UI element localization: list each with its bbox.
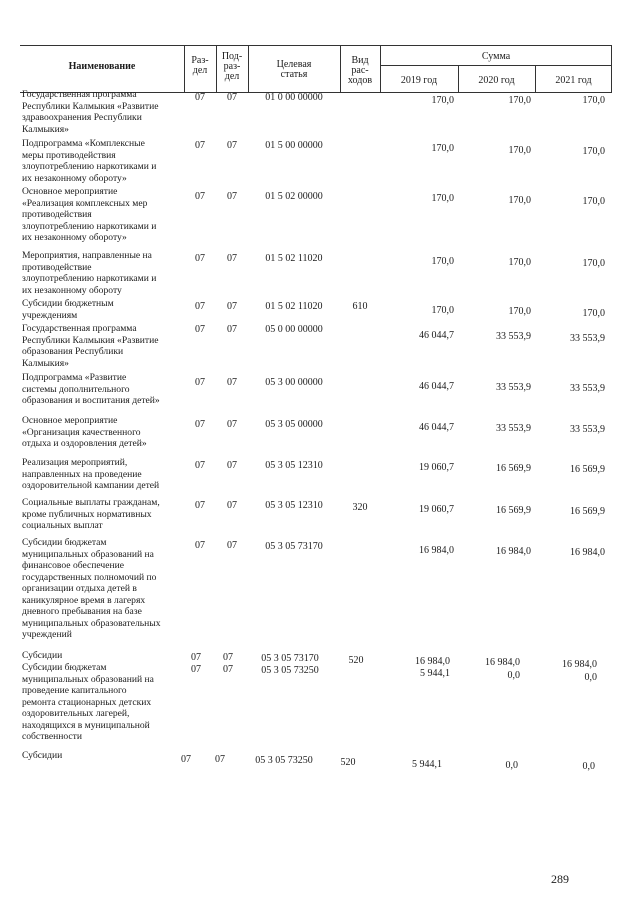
row-12-target: 05 3 05 73250	[261, 665, 319, 676]
row-9-2019: 19 060,7	[419, 504, 454, 515]
row-0-2019: 170,0	[431, 95, 454, 106]
row-5-target: 05 0 00 00000	[265, 324, 323, 335]
row-9-expense-type: 320	[352, 502, 368, 513]
row-13-subsection: 07	[215, 754, 225, 765]
row-9-section: 07	[195, 500, 205, 511]
row-8-2019: 19 060,7	[419, 462, 454, 473]
row-11-target: 05 3 05 73170	[261, 653, 319, 664]
row-7-2020: 33 553,9	[496, 423, 531, 434]
row-3-section: 07	[195, 253, 205, 264]
row-1-target: 01 5 00 00000	[265, 140, 323, 151]
row-10-subsection: 07	[227, 540, 237, 551]
row-5-2019: 46 044,7	[419, 330, 454, 341]
row-1-2019: 170,0	[431, 143, 454, 154]
row-1-section: 07	[195, 140, 205, 151]
row-5-2021: 33 553,9	[570, 333, 605, 344]
row-8-subsection: 07	[227, 460, 237, 471]
row-0-2021: 170,0	[582, 95, 605, 106]
row-6-section: 07	[195, 377, 205, 388]
row-0-section: 07	[195, 92, 205, 103]
header-subsection: Под- раз- дел	[221, 51, 243, 82]
row-5-2020: 33 553,9	[496, 331, 531, 342]
header-name: Наименование	[68, 61, 136, 72]
row-2-target: 01 5 02 00000	[265, 191, 323, 202]
row-13-2020: 0,0	[505, 760, 518, 771]
row-11-2020: 16 984,0	[485, 657, 520, 668]
row-4-expense-type: 610	[352, 301, 368, 312]
row-13-2019: 5 944,1	[412, 759, 442, 770]
row-7-2019: 46 044,7	[419, 422, 454, 433]
row-1-subsection: 07	[227, 140, 237, 151]
header-sum: Сумма	[481, 51, 511, 62]
row-0-2020: 170,0	[508, 95, 531, 106]
row-9-2020: 16 569,9	[496, 505, 531, 516]
row-3-target: 01 5 02 11020	[265, 253, 323, 264]
row-10-section: 07	[195, 540, 205, 551]
row-12-2020: 0,0	[507, 670, 520, 681]
row-6-2020: 33 553,9	[496, 382, 531, 393]
header-2021: 2021 год	[555, 75, 592, 86]
row-5-name: Государственная программа Республики Калмыкия «Развитие образования Республики Калмыкия»	[22, 323, 159, 369]
row-10-2019: 16 984,0	[419, 545, 454, 556]
row-4-2021: 170,0	[582, 308, 605, 319]
row-0-subsection: 07	[227, 92, 237, 103]
row-7-target: 05 3 05 00000	[265, 419, 323, 430]
row-11-expense-type: 520	[348, 655, 364, 666]
row-3-2019: 170,0	[431, 256, 454, 267]
row-10-2020: 16 984,0	[496, 546, 531, 557]
row-10-2021: 16 984,0	[570, 547, 605, 558]
row-9-target: 05 3 05 12310	[265, 500, 323, 511]
row-10-target: 05 3 05 73170	[265, 541, 323, 552]
header-target: Целевая статья	[276, 59, 312, 80]
header-expense-type: Вид рас- ходов	[347, 55, 373, 86]
row-7-name: Основное мероприятие «Организация качественного отдыха и оздоровления детей»	[22, 415, 147, 449]
row-13-section: 07	[181, 754, 191, 765]
row-4-target: 01 5 02 11020	[265, 301, 323, 312]
sum-divider	[380, 65, 612, 66]
row-7-section: 07	[195, 419, 205, 430]
row-3-subsection: 07	[227, 253, 237, 264]
row-0-target: 01 0 00 00000	[265, 92, 323, 103]
row-3-2021: 170,0	[582, 258, 605, 269]
row-12-name: Субсидии бюджетам муниципальных образований на проведение капитального ремонта стационарных детских оздоровительных лагерей, находящихся в муниципальной собственности	[22, 662, 154, 742]
row-9-name: Социальные выплаты гражданам, кроме публичных нормативных социальных выплат	[22, 497, 160, 531]
row-12-section: 07	[191, 664, 201, 675]
row-3-2020: 170,0	[508, 257, 531, 268]
row-4-2020: 170,0	[508, 306, 531, 317]
page-number: 289	[551, 872, 569, 886]
header-2020: 2020 год	[478, 75, 515, 86]
row-13-name: Субсидии	[22, 750, 63, 761]
row-8-section: 07	[195, 460, 205, 471]
row-5-section: 07	[195, 324, 205, 335]
row-11-2019: 16 984,0	[415, 656, 450, 667]
row-12-2019: 5 944,1	[420, 668, 450, 679]
row-2-2021: 170,0	[582, 196, 605, 207]
row-8-name: Реализация мероприятий, направленных на проведение оздоровительной кампании детей	[22, 457, 160, 491]
row-11-section: 07	[191, 652, 201, 663]
row-4-subsection: 07	[227, 301, 237, 312]
row-8-target: 05 3 05 12310	[265, 460, 323, 471]
row-8-2020: 16 569,9	[496, 463, 531, 474]
row-6-name: Подпрограмма «Развитие системы дополнительного образования и воспитания детей»	[22, 372, 160, 406]
header-section: Раз- дел	[191, 55, 209, 76]
row-4-section: 07	[195, 301, 205, 312]
row-9-subsection: 07	[227, 500, 237, 511]
row-3-name: Мероприятия, направленные на противодействие злоупотреблению наркотиками и их незаконному обороту	[22, 250, 157, 296]
row-2-2019: 170,0	[431, 193, 454, 204]
row-8-2021: 16 569,9	[570, 464, 605, 475]
row-6-subsection: 07	[227, 377, 237, 388]
row-2-2020: 170,0	[508, 195, 531, 206]
row-10-name: Субсидии бюджетам муниципальных образований на финансовое обеспечение государственных полномочий по организации отдыха детей в каникулярное время в лагерях дневного пребывания на базе муниципальных образовательных учреждений	[22, 537, 161, 640]
row-11-2021: 16 984,0	[562, 659, 597, 670]
row-6-2021: 33 553,9	[570, 383, 605, 394]
row-9-2021: 16 569,9	[570, 506, 605, 517]
row-13-target: 05 3 05 73250	[255, 755, 313, 766]
row-1-2020: 170,0	[508, 145, 531, 156]
row-7-subsection: 07	[227, 419, 237, 430]
row-5-subsection: 07	[227, 324, 237, 335]
row-2-name: Основное мероприятие «Реализация комплексных мер противодействия злоупотреблению наркотиками и их незаконному обороту»	[22, 186, 157, 243]
row-0-name: Государственная программа Республики Калмыкия «Развитие здравоохранения Республики Калмыкия»	[22, 89, 159, 135]
header-top-border	[20, 45, 612, 46]
row-4-name: Субсидии бюджетным учреждениям	[22, 298, 114, 321]
row-13-2021: 0,0	[582, 761, 595, 772]
row-11-name: Субсидии	[22, 650, 63, 661]
row-12-subsection: 07	[223, 664, 233, 675]
row-11-subsection: 07	[223, 652, 233, 663]
row-1-name: Подпрограмма «Комплексные меры противодействия злоупотреблению наркотиками и их незаконному обороту»	[22, 138, 157, 184]
row-1-2021: 170,0	[582, 146, 605, 157]
row-6-2019: 46 044,7	[419, 381, 454, 392]
row-7-2021: 33 553,9	[570, 424, 605, 435]
row-12-2021: 0,0	[584, 672, 597, 683]
row-2-section: 07	[195, 191, 205, 202]
header-2019: 2019 год	[400, 75, 438, 86]
row-4-2019: 170,0	[431, 305, 454, 316]
row-13-expense-type: 520	[340, 757, 356, 768]
row-6-target: 05 3 00 00000	[265, 377, 323, 388]
row-2-subsection: 07	[227, 191, 237, 202]
